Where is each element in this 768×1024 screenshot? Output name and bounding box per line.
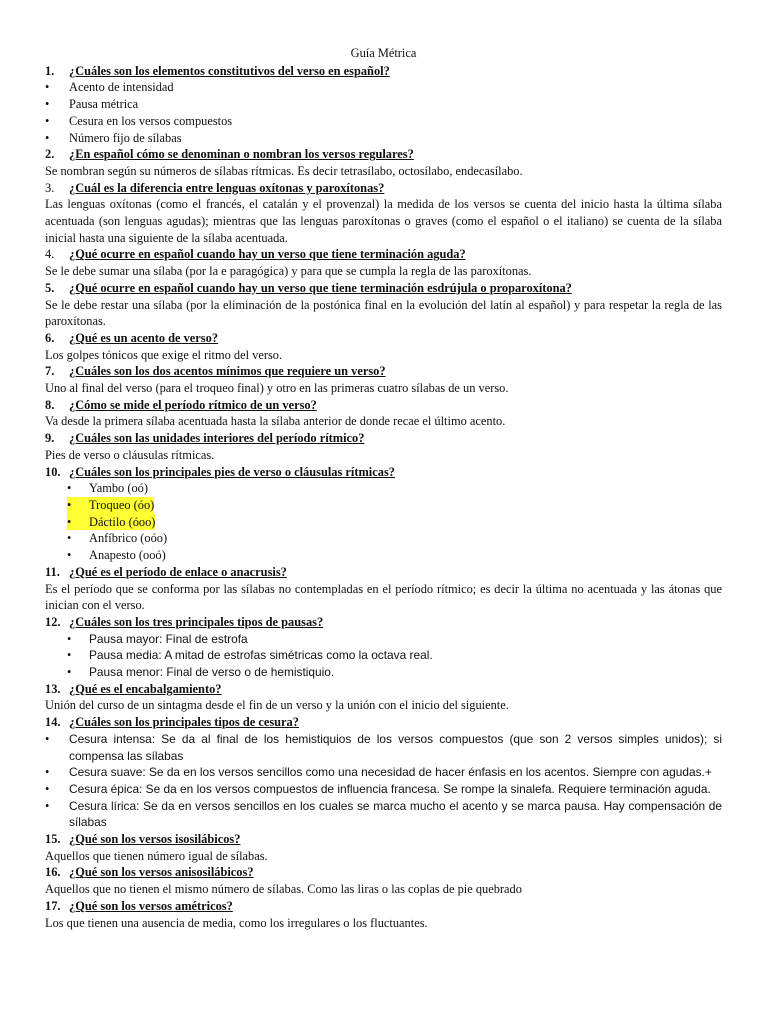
question-2: 2. ¿En español cómo se denominan o nombran los versos regulares? (45, 147, 414, 162)
list-item-highlighted: • Dáctilo (óoo) (67, 514, 156, 529)
answer-15: Aquellos que tienen número igual de sílabas. (45, 848, 268, 863)
question-12: 12. ¿Cuáles son los tres principales tipos de pausas? (45, 614, 324, 629)
question-6: 6. ¿Qué es un acento de verso? (45, 330, 219, 345)
answer-7: Uno al final del verso (para el troqueo final) y otro en las primeras cuatro sílabas de un verso. (45, 381, 509, 396)
answer-9: Pies de verso o cláusulas rítmicas. (45, 447, 215, 462)
question-10: 10. ¿Cuáles son los principales pies de verso o cláusulas rítmicas? (45, 464, 395, 479)
list-item: • Número fijo de sílabas (45, 130, 182, 145)
answer-list-10 (45, 480, 722, 564)
list-item: • Anfíbrico (oóo) (67, 531, 168, 546)
answer-list-14 (45, 731, 722, 831)
question-5: 5. ¿Qué ocurre en español cuando hay un verso que tiene terminación esdrújula o proparoxítona? (45, 280, 572, 295)
document-title: Guía Métrica (350, 46, 417, 60)
list-item: • Pausa métrica (45, 97, 139, 112)
list-item: • Yambo (oó) (67, 481, 148, 496)
answer-list-1 (45, 79, 722, 146)
answer-2: Se nombran según su números de sílabas rítmicas. Es decir tetrasílabo, octosílabo, endecasílabo. (45, 163, 523, 178)
list-item: • Acento de intensidad (45, 80, 174, 95)
question-8: 8. ¿Cómo se mide el período rítmico de un verso? (45, 397, 317, 412)
list-item: • Cesura en los versos compuestos (45, 113, 233, 128)
answer-4: Se le debe sumar una sílaba (por la e paragógica) y para que se cumpla la regla de las paroxítonas. (45, 264, 532, 279)
question-11: 11. ¿Qué es el período de enlace o anacrusis? (45, 564, 287, 579)
answer-3: Las lenguas oxítonas (como el francés, el catalán y el provenzal) la medida de los versos se cuenta del inicio hasta la última sílaba acentuada (son lenguas agudas); mientras que las lenguas paroxítonas o graves (como el español o el italiano) se cuenta de la sílaba inicial hasta una siguiente de la sílaba acentuada. (45, 197, 722, 245)
answer-list-12 (45, 631, 722, 681)
question-3: 3. ¿Cuál es la diferencia entre lenguas oxítonas y paroxítonas? (45, 180, 385, 195)
question-4: 4. ¿Qué ocurre en español cuando hay un verso que tiene terminación aguda? (45, 247, 466, 262)
question-16: 16. ¿Qué son los versos anisosilábicos? (45, 865, 254, 880)
list-item: • Pausa mayor: Final de estrofa (67, 631, 248, 646)
answer-5: Se le debe restar una sílaba (por la eliminación de la postónica final en la evolución del latín al español) y para respetar la regla de las paroxítonas. (45, 297, 722, 329)
answer-13: Unión del curso de un sintagma desde el fin de un verso y la unión con el inicio del siguiente. (45, 698, 509, 713)
list-item-highlighted: • Troqueo (óo) (67, 497, 155, 512)
list-item: • Anapesto (ooó) (67, 548, 166, 563)
question-9: 9. ¿Cuáles son las unidades interiores del período rítmico? (45, 431, 365, 446)
question-7: 7. ¿Cuáles son los dos acentos mínimos que requiere un verso? (45, 364, 386, 379)
list-item: • Cesura épica: Se da en los versos compuestos de influencia francesa. Se rompe la sinalefa. Requiere terminación aguda. (45, 781, 711, 796)
answer-11: Es el período que se conforma por las sílabas no contempladas en el período rítmico; es decir la última no acentuada y las átonas que inician con el verso. (45, 581, 722, 613)
question-14: 14. ¿Cuáles son los principales tipos de cesura? (45, 715, 299, 730)
list-item: • Pausa menor: Final de verso o de hemistiquio. (67, 665, 335, 680)
list-item: • Cesura intensa: Se da al final de los hemistiquios de los versos compuestos (que son 2 versos simples unidos); si compensa las sílabas (45, 731, 722, 763)
question-1: 1. ¿Cuáles son los elementos constitutivos del verso en español? (45, 63, 390, 78)
question-17: 17. ¿Qué son los versos amétricos? (45, 898, 233, 913)
document-page (45, 45, 722, 931)
list-item: • Cesura lírica: Se da en versos sencillos en los cuales se marca mucho el acento y se marca pausa. Hay compensación de sílabas (45, 798, 722, 830)
answer-16: Aquellos que no tienen el mismo número de sílabas. Como las liras o las coplas de pie quebrado (45, 882, 522, 897)
answer-8: Va desde la primera sílaba acentuada hasta la sílaba anterior de donde recae el último acento. (45, 414, 506, 429)
question-15: 15. ¿Qué son los versos isosilábicos? (45, 832, 241, 847)
answer-6: Los golpes tónicos que exige el ritmo del verso. (45, 347, 283, 362)
list-item: • Pausa media: A mitad de estrofas simétricas como la octava real. (67, 648, 433, 663)
question-13: 13. ¿Qué es el encabalgamiento? (45, 681, 222, 696)
list-item: • Cesura suave: Se da en los versos sencillos como una necesidad de hacer énfasis en los acentos. Siempre con agudas.+ (45, 765, 712, 780)
answer-17: Los que tienen una ausencia de media, como los irregulares o los fluctuantes. (45, 915, 428, 930)
